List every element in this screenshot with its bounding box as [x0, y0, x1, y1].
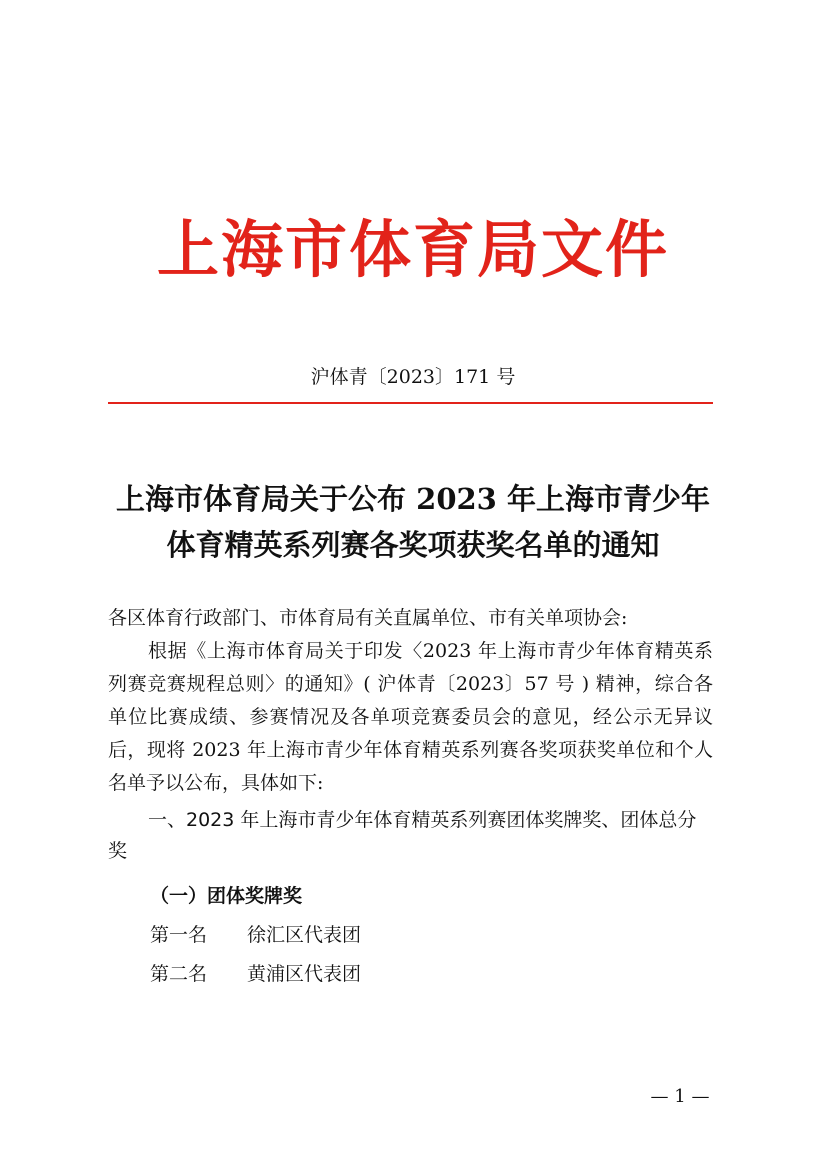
ranking-row — [108, 920, 713, 951]
title-line-2: 体育精英系列赛各奖项获奖名单的通知 — [166, 528, 660, 562]
document-masthead: 上海市体育局文件 — [156, 213, 669, 286]
ranking-row — [108, 959, 713, 990]
document-title — [100, 476, 726, 568]
red-divider-line — [108, 402, 713, 404]
body-paragraph: 根据《上海市体育局关于印发〈2023 年上海市青少年体育精英系列赛竞赛规程总则〉的通知》( 沪体青〔2023〕57 号 ) 精神，综合各单位比赛成绩、参赛情况及各单项竞赛委员会的意见，经公示无异议后，现将 2023 年上海市青少年体育精英系列赛各奖项获奖单位和个人名单予以公布，具体如下: — [108, 640, 713, 794]
title-line-1: 上海市体育局关于公布 2023 年上海市青少年 — [116, 482, 710, 516]
document-number: 沪体青〔2023〕171 号 — [310, 366, 516, 388]
subsection-heading: （一）团体奖牌奖 — [150, 885, 303, 907]
ranking-team: 黄浦区代表团 — [247, 963, 362, 985]
ranking-place: 第一名 — [150, 924, 208, 946]
document-body — [108, 602, 713, 990]
page-number: — 1 — — [650, 1086, 710, 1107]
ranking-place: 第二名 — [150, 963, 208, 985]
ranking-team: 徐汇区代表团 — [247, 924, 362, 946]
addressees: 各区体育行政部门、市体育局有关直属单位、市有关单项协会: — [108, 607, 628, 629]
section-heading: 一、2023 年上海市青少年体育精英系列赛团体奖牌奖、团体总分奖 — [108, 809, 697, 862]
